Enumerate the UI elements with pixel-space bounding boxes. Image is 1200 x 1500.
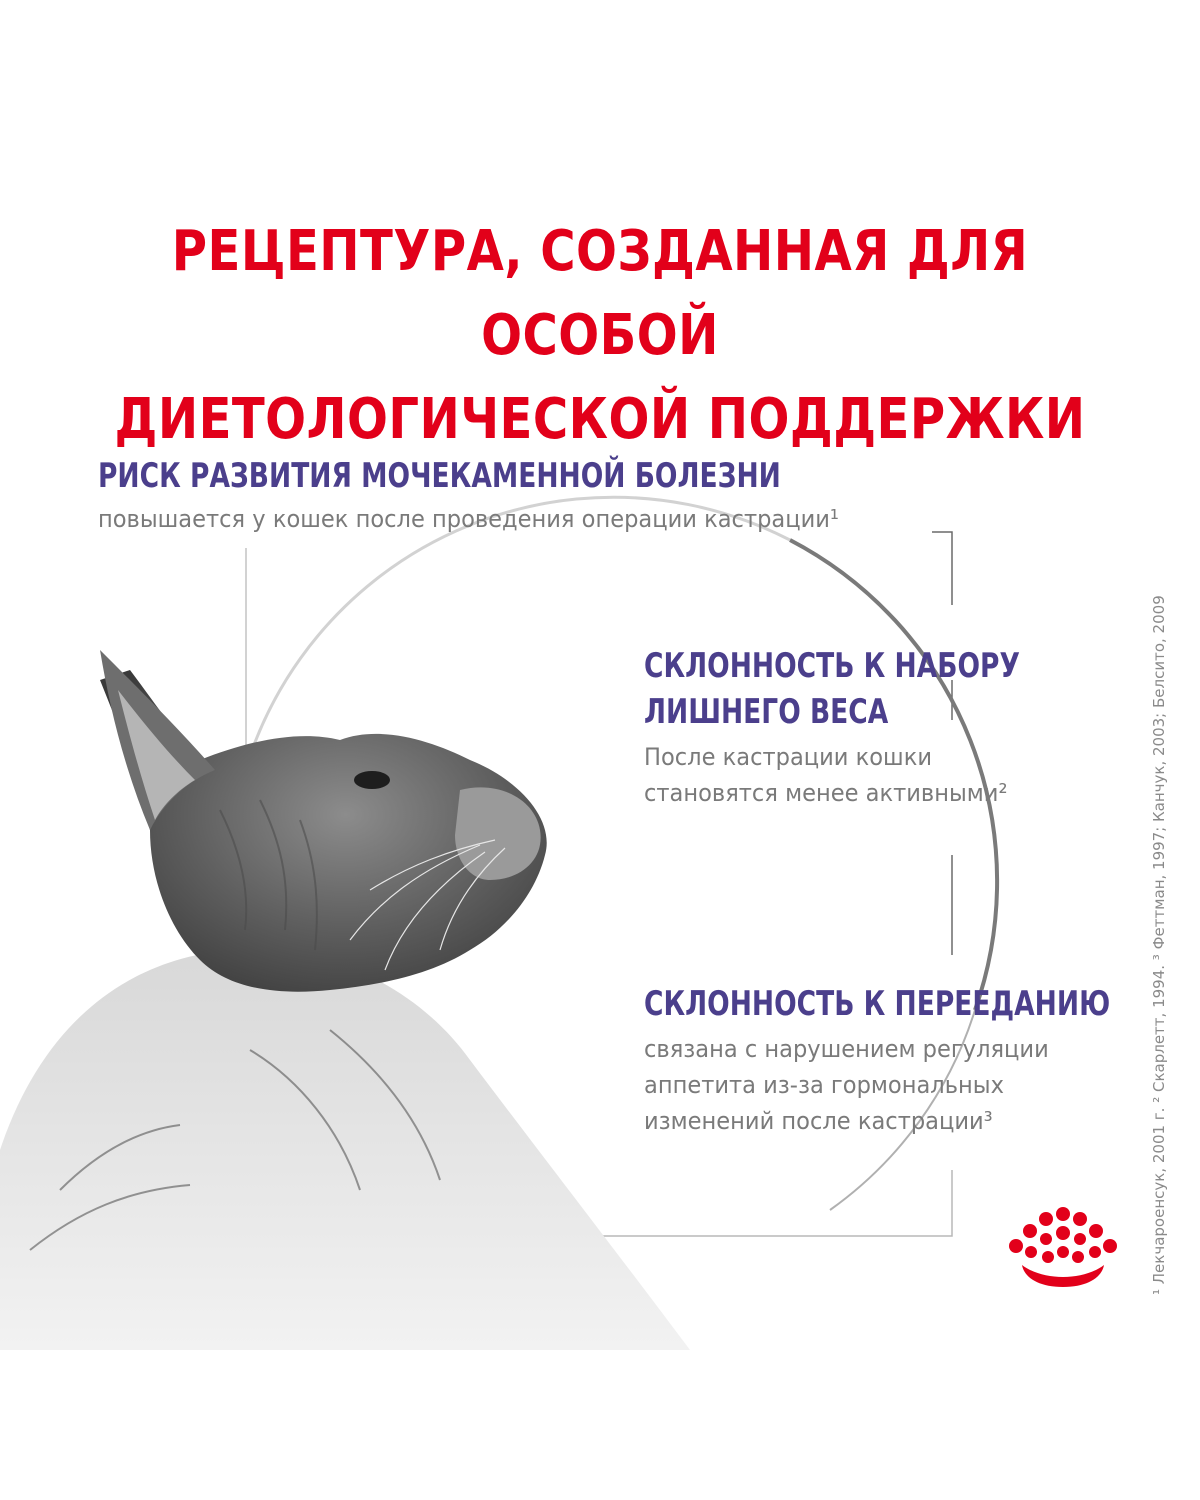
references-footnote: ¹ Лекчароенсук, 2001 г. ² Скарлетт, 1994. ³ Феттман, 1997; Канчук, 2003; Белсито, 2009	[1150, 595, 1168, 1295]
point-text-line: После кастрации кошки	[644, 743, 932, 771]
crown-logo-icon	[998, 1205, 1128, 1295]
cat-photo	[0, 630, 690, 1350]
point-overeating	[644, 981, 1200, 1139]
point-heading-line: РИСК РАЗВИТИЯ МОЧЕКАМЕННОЙ БОЛЕЗНИ	[98, 456, 781, 496]
point-heading-line: СКЛОННОСТЬ К НАБОРУ	[644, 646, 1020, 686]
page-title-line-1: РЕЦЕПТУРА, СОЗДАННАЯ ДЛЯ ОСОБОЙ	[171, 219, 1029, 368]
point-heading-line: СКЛОННОСТЬ К ПЕРЕЕДАНИЮ	[644, 984, 1111, 1024]
point-text-line: аппетита из-за гормональных	[644, 1071, 1004, 1099]
point-text-line: становятся менее активными²	[644, 779, 1008, 807]
point-text	[98, 501, 921, 537]
frame-corner-top	[932, 532, 952, 605]
point-text	[644, 1031, 1200, 1139]
point-heading	[98, 453, 781, 499]
point-heading-line: ЛИШНЕГО ВЕСА	[644, 692, 889, 732]
point-text-line: повышается у кошек после проведения операции кастрации¹	[98, 505, 839, 533]
cat-ruff	[0, 949, 690, 1350]
page-title-line-2: ДИЕТОЛОГИЧЕСКОЙ ПОДДЕРЖКИ	[114, 387, 1086, 452]
point-text-line: изменений после кастрации³	[644, 1107, 993, 1135]
point-heading	[644, 981, 1110, 1027]
point-heading	[644, 643, 1020, 735]
point-text-line: связана с нарушением регуляции	[644, 1035, 1049, 1063]
cat-eye	[354, 771, 390, 789]
point-urolithiasis	[98, 453, 973, 537]
point-text	[644, 739, 1097, 811]
point-weight-gain	[644, 643, 1126, 811]
